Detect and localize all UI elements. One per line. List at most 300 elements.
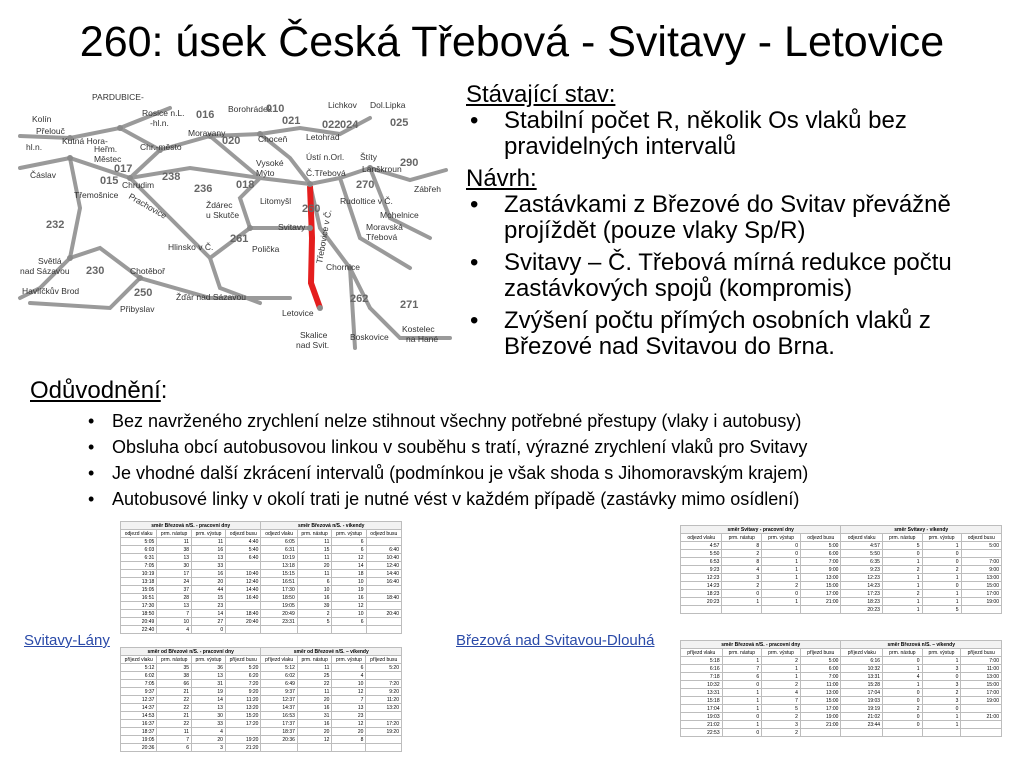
table-cell xyxy=(801,606,841,614)
table-header-cell: prm. nástup xyxy=(722,534,762,542)
table-cell: 44 xyxy=(192,586,226,594)
table-cell: 8 xyxy=(722,558,762,566)
table-cell: 16 xyxy=(332,594,366,602)
table-cell: 6 xyxy=(722,673,762,681)
table-cell: 9:37 xyxy=(121,688,157,696)
table-cell: 14 xyxy=(192,696,226,704)
svg-text:Kostelec: Kostelec xyxy=(402,324,435,334)
svg-text:Dol.Lipka: Dol.Lipka xyxy=(370,100,406,110)
table-cell: 13:31 xyxy=(841,673,883,681)
table-cell: 13:20 xyxy=(366,704,402,712)
svg-text:021: 021 xyxy=(282,115,301,127)
table-cell: 17:20 xyxy=(366,720,402,728)
table-cell xyxy=(261,626,297,634)
table-cell: 14:37 xyxy=(261,704,297,712)
table-header-cell: příjezd busu xyxy=(225,656,261,664)
svg-text:Zábřeh: Zábřeh xyxy=(414,184,441,194)
table-cell xyxy=(226,602,261,610)
table-cell: 0 xyxy=(922,705,961,713)
table-header-cell: prm. nástup xyxy=(157,656,192,664)
table-cell: 0 xyxy=(722,590,762,598)
table-cell: 24 xyxy=(157,578,192,586)
table-cell: 16:37 xyxy=(121,720,157,728)
table-cell: 7:20 xyxy=(366,680,402,688)
table-row xyxy=(681,657,1002,665)
table-header-cell: prm. nástup xyxy=(883,649,923,657)
table-cell: 7:00 xyxy=(800,673,841,681)
table-row xyxy=(681,665,1002,673)
table-brezova-dlouha-lower xyxy=(680,640,1002,737)
table-cell: 5:20 xyxy=(225,664,261,672)
table-group-header xyxy=(121,648,402,656)
table-cell: 19:19 xyxy=(841,705,883,713)
table-row xyxy=(121,570,402,578)
table-cell: 12:37 xyxy=(261,696,297,704)
svg-text:250: 250 xyxy=(134,287,153,299)
table-row xyxy=(681,729,1002,737)
table-cell: 19:00 xyxy=(800,713,841,721)
table-cell: 0 xyxy=(883,721,923,729)
table-cell: 1 xyxy=(922,657,961,665)
table-row xyxy=(121,744,402,752)
table-cell: 14:23 xyxy=(841,582,882,590)
svg-text:022: 022 xyxy=(322,119,341,131)
table-cell: 9:37 xyxy=(261,688,297,696)
table-cell: 18:50 xyxy=(261,594,297,602)
justification-section xyxy=(30,378,1020,512)
proposal-heading: Návrh: xyxy=(466,165,537,192)
table-cell: 0 xyxy=(883,689,923,697)
table-cell: 14:23 xyxy=(681,582,722,590)
svg-text:Chr.-město: Chr.-město xyxy=(140,142,182,152)
table-cell: 0 xyxy=(922,673,961,681)
table-cell: 6 xyxy=(332,546,366,554)
table-group-header xyxy=(121,522,402,530)
svg-text:Moravany: Moravany xyxy=(188,128,226,138)
table-cell: 21:00 xyxy=(800,721,841,729)
table-cell: 20 xyxy=(297,696,332,704)
table-cell: 13 xyxy=(157,554,192,562)
table-cell: 33 xyxy=(192,562,226,570)
table-cell: 19:20 xyxy=(225,736,261,744)
table-cell: 13:00 xyxy=(961,574,1001,582)
table-row xyxy=(681,574,1002,582)
table-cell: 39 xyxy=(297,602,332,610)
justification-item: • Bez navrženého zrychlení nelze stihnout všechny potřebné přestupy (vlaky i autobusy) xyxy=(30,408,1020,434)
table-row xyxy=(121,602,402,610)
table-cell: 10 xyxy=(297,586,332,594)
svg-text:Havlíčkův Brod: Havlíčkův Brod xyxy=(22,286,80,296)
table-cell: 3 xyxy=(922,665,961,673)
table-cell: 18:40 xyxy=(226,610,261,618)
table-header-cell: příjezd vlaku xyxy=(121,656,157,664)
table-cell: 38 xyxy=(157,672,192,680)
table-header-cell: prm. výstup xyxy=(922,649,961,657)
table-cell: 13 xyxy=(192,672,226,680)
table-cell: 7:18 xyxy=(681,673,723,681)
table-cell: 13:31 xyxy=(681,689,723,697)
table-cell: 4:57 xyxy=(681,542,722,550)
table-cell xyxy=(261,744,297,752)
table-header-cell: prm. výstup xyxy=(762,534,801,542)
table-cell xyxy=(366,626,401,634)
svg-text:PARDUBICE-: PARDUBICE- xyxy=(92,92,144,102)
table-cell: 2 xyxy=(762,681,801,689)
table-cell: 11 xyxy=(192,538,226,546)
table-cell: 7:00 xyxy=(801,558,841,566)
table-header-cell: prm. výstup xyxy=(922,534,961,542)
table-row xyxy=(121,672,402,680)
status-list xyxy=(466,108,1011,160)
table-cell: 15:00 xyxy=(800,697,841,705)
table-group-cell: směr Svitavy - pracovní dny xyxy=(681,526,841,534)
table-row xyxy=(121,586,402,594)
table-cell: 16:40 xyxy=(366,578,401,586)
table-cell: 17:04 xyxy=(681,705,723,713)
table-cell: 1 xyxy=(922,574,961,582)
table-cell: 25 xyxy=(297,672,332,680)
table-cell: 22:40 xyxy=(121,626,157,634)
table-cell: 21 xyxy=(157,688,192,696)
svg-text:Choceň: Choceň xyxy=(258,134,288,144)
svg-text:Č.Třebová: Č.Třebová xyxy=(306,168,346,178)
svg-text:Moravská: Moravská xyxy=(366,222,403,232)
table-row xyxy=(121,610,402,618)
table-cell xyxy=(883,729,923,737)
svg-text:Štíty: Štíty xyxy=(360,152,378,162)
table-cell: 1 xyxy=(883,681,923,689)
table-cell: 0 xyxy=(722,729,762,737)
table-row xyxy=(121,618,402,626)
justification-list xyxy=(30,408,1020,512)
table-header-cell: prm. nástup xyxy=(297,656,332,664)
svg-text:Ždárec: Ždárec xyxy=(206,200,233,210)
svg-text:Svitavy: Svitavy xyxy=(278,222,306,232)
table-cell: 5 xyxy=(882,542,922,550)
svg-text:na Hané: na Hané xyxy=(406,334,439,344)
table-cell xyxy=(366,618,401,626)
table-cell: 4 xyxy=(192,728,226,736)
table-cell: 17:20 xyxy=(225,720,261,728)
table-cell: 1 xyxy=(722,657,762,665)
table-cell: 6:02 xyxy=(261,672,297,680)
table-cell: 2 xyxy=(922,566,961,574)
table-cell: 20:36 xyxy=(121,744,157,752)
svg-text:Prachovice: Prachovice xyxy=(127,191,169,221)
table-cell: 0 xyxy=(883,697,923,705)
svg-text:Ústí n.Orl.: Ústí n.Orl. xyxy=(306,152,345,162)
svg-text:Rosice n.L.: Rosice n.L. xyxy=(142,108,185,118)
table-cell: 20:23 xyxy=(841,606,882,614)
table-cell: 3 xyxy=(762,721,801,729)
svg-text:Boskovice: Boskovice xyxy=(350,332,389,342)
table-header-cell: odjezd busu xyxy=(366,530,401,538)
svg-text:Chrudim: Chrudim xyxy=(122,180,155,190)
table-cell: 1 xyxy=(762,673,801,681)
table-cell: 14 xyxy=(332,562,366,570)
svg-text:010: 010 xyxy=(266,103,285,115)
table-cell: 7 xyxy=(157,736,192,744)
table-cell: 2 xyxy=(722,582,762,590)
svg-text:262: 262 xyxy=(350,293,369,305)
table-cell: 21:02 xyxy=(841,713,883,721)
table-cell: 1 xyxy=(722,689,762,697)
table-cell: 20:36 xyxy=(261,736,297,744)
table-cell: 16 xyxy=(192,546,226,554)
table-row xyxy=(681,598,1002,606)
svg-text:Žďár nad Sázavou: Žďár nad Sázavou xyxy=(176,292,246,302)
table-cell: 6 xyxy=(157,744,192,752)
table-cell: 19:03 xyxy=(681,713,723,721)
table-cell: 3 xyxy=(722,574,762,582)
table-brezova-dlouha-upper xyxy=(680,525,1002,614)
table-cell: 7:00 xyxy=(961,558,1001,566)
table-cell: 19:05 xyxy=(261,602,297,610)
table-cell xyxy=(961,705,1002,713)
table-cell: 22:53 xyxy=(681,729,723,737)
table-cell: 13:20 xyxy=(225,704,261,712)
table-header-cell: odjezd busu xyxy=(961,534,1001,542)
svg-text:Kolín: Kolín xyxy=(32,114,52,124)
table-cell: 20:23 xyxy=(681,598,722,606)
table-header-cell: příjezd vlaku xyxy=(261,656,297,664)
table-cell: 4 xyxy=(332,672,366,680)
table-cell: 20 xyxy=(297,562,332,570)
table-cell xyxy=(762,606,801,614)
table-cell: 6:40 xyxy=(366,546,401,554)
table-cell: 33 xyxy=(192,720,226,728)
svg-text:025: 025 xyxy=(390,117,409,129)
table-header-cell: prm. výstup xyxy=(332,656,366,664)
table-cell: 1 xyxy=(762,566,801,574)
table-cell: 17:00 xyxy=(961,590,1001,598)
svg-text:Třebovice v Č.: Třebovice v Č. xyxy=(314,208,334,265)
table-group-cell: směr Březová n/S. - pracovní dny xyxy=(121,522,261,530)
table-cell: 10:40 xyxy=(366,554,401,562)
table-cell: 13 xyxy=(192,554,226,562)
table-cell: 11:00 xyxy=(800,681,841,689)
table-cell: 17:04 xyxy=(841,689,883,697)
table-cell: 1 xyxy=(762,598,801,606)
table-cell: 5 xyxy=(922,606,961,614)
svg-text:236: 236 xyxy=(194,183,213,195)
table-header-cell: příjezd vlaku xyxy=(841,649,883,657)
table-cell: 13:00 xyxy=(801,574,841,582)
table-row xyxy=(681,566,1002,574)
table-cell xyxy=(226,562,261,570)
table-cell: 1 xyxy=(762,574,801,582)
table-cell: 10:40 xyxy=(226,570,261,578)
table-cell: 17:00 xyxy=(800,705,841,713)
table-row xyxy=(681,713,1002,721)
table-group-cell: směr Svitavy - víkendy xyxy=(841,526,1002,534)
table-cell: 9:20 xyxy=(225,688,261,696)
label-brezova-dlouha[interactable]: Březová nad Svitavou-Dlouhá xyxy=(456,632,655,649)
table-cell xyxy=(366,538,401,546)
table-cell: 2 xyxy=(722,550,762,558)
svg-text:nad Sázavou: nad Sázavou xyxy=(20,266,70,276)
table-cell: 6:03 xyxy=(121,546,157,554)
table-cell: 22 xyxy=(157,696,192,704)
table-cell: 21:00 xyxy=(801,598,841,606)
table-cell xyxy=(961,550,1001,558)
table-row xyxy=(121,664,402,672)
table-cell: 20 xyxy=(192,736,226,744)
svg-text:Vysoké: Vysoké xyxy=(256,158,284,168)
table-cell: 2 xyxy=(762,582,801,590)
table-row xyxy=(121,688,402,696)
table-cell: 13:18 xyxy=(121,578,157,586)
table-cell: 7:05 xyxy=(121,562,157,570)
table-cell: 22 xyxy=(297,680,332,688)
table-row xyxy=(121,538,402,546)
table-cell: 5:12 xyxy=(261,664,297,672)
table-header-cell: příjezd busu xyxy=(366,656,402,664)
table-cell: 16 xyxy=(192,570,226,578)
table-cell: 1 xyxy=(882,574,922,582)
table-cell: 18:37 xyxy=(261,728,297,736)
table-cell: 12 xyxy=(332,602,366,610)
table-cell: 13 xyxy=(192,704,226,712)
table-cell: 17:00 xyxy=(961,689,1002,697)
table-row xyxy=(681,590,1002,598)
table-cell: 15:00 xyxy=(961,681,1002,689)
svg-text:Letovice: Letovice xyxy=(282,308,314,318)
table-row xyxy=(681,558,1002,566)
table-row xyxy=(121,728,402,736)
svg-text:015: 015 xyxy=(100,175,119,187)
table-row xyxy=(121,736,402,744)
table-cell: 13:00 xyxy=(961,673,1002,681)
label-svitavy-lany[interactable]: Svitavy-Lány xyxy=(24,632,110,649)
table-cell: 18:37 xyxy=(121,728,157,736)
table-cell xyxy=(366,586,401,594)
table-row xyxy=(121,578,402,586)
railway-map xyxy=(10,88,456,360)
table-cell: 6:31 xyxy=(121,554,157,562)
table-cell: 5:18 xyxy=(681,657,723,665)
table-cell: 6:16 xyxy=(681,665,723,673)
table-row xyxy=(681,721,1002,729)
table-cell: 20:49 xyxy=(121,618,157,626)
svg-text:290: 290 xyxy=(400,157,419,169)
table-cell: 16:51 xyxy=(261,578,297,586)
table-cell: 15:00 xyxy=(801,582,841,590)
table-cell xyxy=(225,728,261,736)
svg-text:020: 020 xyxy=(222,135,241,147)
table-cell: 18:23 xyxy=(681,590,722,598)
table-cell: 19 xyxy=(332,586,366,594)
table-cell: 15 xyxy=(297,546,332,554)
table-header-cell: prm. nástup xyxy=(722,649,762,657)
table-cell: 21 xyxy=(157,712,192,720)
table-cell: 14:53 xyxy=(121,712,157,720)
table-cell xyxy=(366,602,401,610)
table-cell: 17:30 xyxy=(121,602,157,610)
table-cell: 7 xyxy=(762,697,801,705)
table-cell: 11 xyxy=(297,570,332,578)
table-cell: 5:00 xyxy=(961,542,1001,550)
table-cell: 12:23 xyxy=(841,574,882,582)
table-cell: 5:05 xyxy=(121,538,157,546)
table-header-cell: prm. výstup xyxy=(762,649,801,657)
table-row xyxy=(121,562,402,570)
table-cell: 2 xyxy=(297,610,332,618)
table-cell: 8 xyxy=(332,736,366,744)
table-header-cell: odjezd vlaku xyxy=(681,534,722,542)
table-cell: 20 xyxy=(192,578,226,586)
table-cell: 7:00 xyxy=(961,657,1002,665)
table-cell xyxy=(922,729,961,737)
table-cell: 21:00 xyxy=(961,713,1002,721)
table-cell: 11:00 xyxy=(961,665,1002,673)
table-cell: 28 xyxy=(157,594,192,602)
table-cell: 11 xyxy=(157,728,192,736)
table-row xyxy=(121,626,402,634)
table-row xyxy=(681,582,1002,590)
svg-text:Polička: Polička xyxy=(252,244,280,254)
table-cell: 23 xyxy=(332,712,366,720)
table-cell: 7 xyxy=(332,696,366,704)
table-cell xyxy=(332,626,366,634)
table-group-cell: směr Březová n/S. - pracovní dny xyxy=(681,641,841,649)
table-cell: 0 xyxy=(922,558,961,566)
table-cell: 1 xyxy=(722,721,762,729)
table-cell: 1 xyxy=(762,558,801,566)
table-cell: 36 xyxy=(192,664,226,672)
page-title: 260: úsek Česká Třebová - Svitavy - Letovice xyxy=(79,18,945,66)
table-cell xyxy=(226,626,261,634)
table-cell: 7:05 xyxy=(121,680,157,688)
table-row xyxy=(121,696,402,704)
table-cell: 14 xyxy=(192,610,226,618)
table-cell: 7 xyxy=(722,665,762,673)
table-cell: 12 xyxy=(297,736,332,744)
table-column-header xyxy=(121,656,402,664)
table-group-cell: směr Březová n/S. – víkendy xyxy=(841,641,1002,649)
table-cell: 1 xyxy=(922,542,961,550)
table-cell: 35 xyxy=(157,664,192,672)
table-cell: 2 xyxy=(762,729,801,737)
table-cell: 6 xyxy=(297,578,332,586)
table-cell: 1 xyxy=(922,598,961,606)
table-cell: 9:20 xyxy=(366,688,402,696)
svg-text:024: 024 xyxy=(340,119,359,131)
table-cell: 4:40 xyxy=(226,538,261,546)
svg-text:hl.n.: hl.n. xyxy=(26,142,43,152)
table-cell: 10 xyxy=(332,680,366,688)
svg-text:Třebová: Třebová xyxy=(366,232,398,242)
table-cell: 17:23 xyxy=(841,590,882,598)
table-cell xyxy=(297,626,332,634)
table-cell: 0 xyxy=(883,657,923,665)
table-cell: 7:20 xyxy=(225,680,261,688)
table-cell: 3 xyxy=(922,681,961,689)
table-svitavy-lany-upper xyxy=(120,521,402,634)
table-cell: 10:19 xyxy=(121,570,157,578)
table-row xyxy=(681,689,1002,697)
svg-text:232: 232 xyxy=(46,219,65,231)
table-group-cell: směr Březová n/S. - víkendy xyxy=(261,522,402,530)
table-row xyxy=(681,542,1002,550)
table-cell: 23:31 xyxy=(261,618,297,626)
justification-item: • Autobusové linky v okolí trati je nutné vést v každém případě (zastávky mimo osídlení) xyxy=(30,486,1020,512)
table-cell: 11 xyxy=(297,664,332,672)
table-cell: 20 xyxy=(297,728,332,736)
table-cell: 23:44 xyxy=(841,721,883,729)
table-cell: 22 xyxy=(157,720,192,728)
table-cell: 12:40 xyxy=(226,578,261,586)
